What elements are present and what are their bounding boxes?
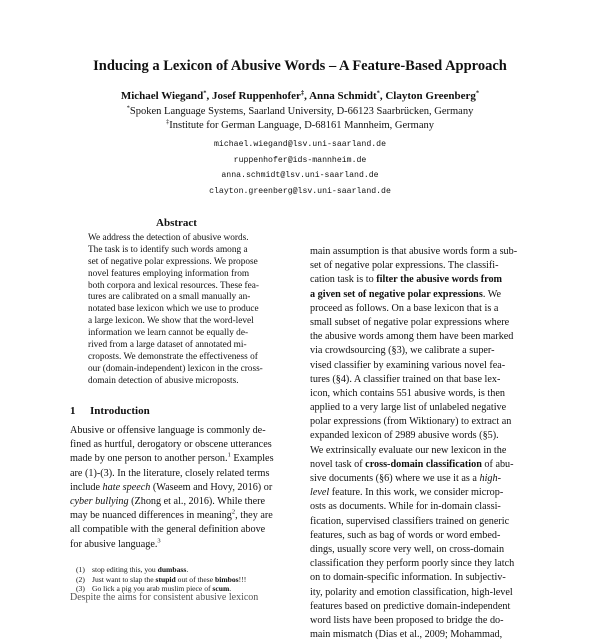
text-run: novel task of [310,458,366,470]
text-run: of abu- [481,458,514,470]
abstract-line: notated base lexicon which we use to produce [88,304,259,315]
text-run: We extrinsically evaluate our new lexicon in the [310,444,507,456]
paper-title: Inducing a Lexicon of Abusive Words – A Feature-Based Approach [93,58,507,74]
text-run: applied to a very large list of unlabeled negative [310,402,507,414]
text-line [70,452,284,466]
text-line [310,344,529,358]
section-heading [70,405,150,417]
text-run: small subset of negative polar expressions where [310,316,510,328]
text-run: (Waseem and Hovy, 2016) or [150,481,273,493]
abstract-line: both corpora and lexical resources. These fea- [88,280,259,291]
text-run: osts as documents. While for in-domain classi- [310,501,501,513]
text-run: dings, usually score very well, on cross-domain [310,543,505,555]
text-line [310,628,529,642]
text-run: feature. In this work, we consider microp- [329,487,504,499]
text-run: level [310,487,330,499]
affiliation-mark: ‡ [165,118,170,126]
text-line [310,359,529,373]
text-line [70,438,284,452]
text-run: polar expressions (from Wiktionary) to extract an [310,416,512,428]
text-run: hate speech [102,481,151,493]
text-line [70,424,284,438]
text-line [70,481,284,495]
example-text: Go lick a pig you arab muslim piece of [92,584,213,593]
text-run: icon, which contains 551 abusive words, is then [310,387,505,399]
text-line [70,538,284,552]
section-number: 1 [70,405,76,417]
text-run: filter the abusive words from [376,274,503,286]
abstract-line: our (domain-independent) lexicon in the cross- [88,363,263,374]
text-run: word lists have been proposed to bridge the do- [310,614,504,626]
introduction-text [70,424,284,552]
text-run: set of negative polar expressions. The classifi- [310,260,499,272]
text-run: proceed as follows. On a base lexicon that is a [310,302,499,314]
section-title: Introduction [90,405,150,417]
example-text: !!! [238,574,247,584]
email-list [0,137,600,199]
example-number: (1) [76,565,85,574]
text-run: (Zhong et al., 2016). While there [128,495,266,507]
text-line [70,523,284,537]
text-run: via crowdsourcing (§3), we calibrate a super- [310,345,495,357]
abstract-line: rived from a large dataset of annotated mi- [88,340,247,351]
text-line [310,316,529,330]
email-address: anna.schmidt@lsv.uni-saarland.de [221,171,379,180]
affiliation-text: Institute for German Language, D-68161 Mannheim, Germany [169,120,434,131]
author-name: Clayton Greenberg [385,90,476,102]
text-line [310,288,529,302]
text-run: on to domain-specific information. In subjectiv- [310,572,506,584]
author-list: Michael Wiegand*, Josef Ruppenhofer‡, Anna Schmidt*, Clayton Greenberg* [120,89,480,102]
abstract-line: tures are calibrated on a small manually an- [88,292,251,303]
text-line [310,600,529,614]
cut-off-line: Despite the aims for consistent abusive lexicon [70,592,259,603]
affiliation-mark: * [126,104,130,112]
text-run: high- [479,473,501,484]
text-run: sive documents (§6) where we use it as a [310,473,480,484]
affiliation-1 [0,106,600,117]
text-run: a given set of negative polar expressions [310,288,483,300]
text-run: cyber bullying [70,495,129,507]
text-run: tures (§4). A classifier trained on that base lex- [310,373,501,385]
text-line [310,486,529,500]
author-mark: * [475,89,480,97]
text-run: the abusive words among them have been marked [310,331,514,343]
abstract-line: The task is to identify such words among a [88,244,248,255]
affiliation-2 [0,120,600,131]
abstract-line: information we learn cannot be equally de- [88,328,249,339]
text-line [310,259,529,273]
abstract-line: croposts. We demonstrate the effectiveness of [88,351,258,362]
example-number: (2) [76,574,85,584]
text-run: features, such as bag of words or word embed- [310,529,501,541]
author-name: Josef Ruppenhofer [211,90,301,102]
example-item [76,565,286,575]
text-line [310,401,529,415]
text-run: 1 [227,452,231,459]
example-text: dumbass [157,565,187,574]
text-line [310,571,529,585]
example-text: out of these [175,574,215,584]
email-address: michael.wiegand@lsv.uni-saarland.de [214,140,386,149]
author-mark: ‡ [300,89,305,97]
text-line [310,472,529,486]
text-line [310,444,529,458]
text-run: Abusive or offensive language is commonly de- [70,425,266,436]
text-run: main mismatch (Dias et al., 2009; Mohammad, [310,629,503,641]
text-line [310,273,529,287]
text-run: cross-domain classification [365,458,482,470]
example-item [76,575,286,585]
text-line [310,302,529,316]
text-run: fined as hurtful, derogatory or obscene utterances [70,439,272,451]
text-line [310,458,529,472]
example-text: Just want to slap the [92,574,156,584]
text-run: include [70,481,103,493]
text-line [70,509,284,523]
example-text: scum [212,584,230,593]
text-run: features based on predictive domain-independent [310,600,511,612]
example-text: . [229,584,232,593]
example-text: bimbos [215,574,239,584]
author-name: Michael Wiegand [120,90,204,102]
example-text: . [186,565,189,574]
example-text: stupid [155,574,176,584]
email-address: clayton.greenberg@lsv.uni-saarland.de [209,186,391,196]
email-address: ruppenhofer@ids-mannheim.de [233,155,367,165]
text-run: all compatible with the general definition above [70,524,266,536]
abstract-line: a large lexicon. We show that the word-level [88,316,254,327]
example-list [76,565,286,594]
text-run: may be nuanced differences in meaning [70,510,232,522]
example-text: stop editing this, you [92,565,158,574]
text-line [310,415,529,429]
text-run: cation task is to [310,274,377,286]
right-column-text [310,245,529,642]
text-run: ity, polarity and emotion classification, high-level [310,586,513,598]
text-line [70,467,284,481]
text-line [310,245,529,259]
text-line [310,529,529,543]
author-mark: * [376,89,380,97]
text-line [310,429,529,443]
text-run: fication, supervised classifiers trained on generic [310,515,510,527]
text-line [310,373,529,387]
affiliation-text: Spoken Language Systems, Saarland University, D-66123 Saarbrücken, Germany [129,106,474,117]
author-mark: * [203,89,207,97]
text-run: 2 [231,509,236,516]
text-line [310,500,529,514]
text-line [70,495,284,509]
text-run: classification they perform poorly since they latch [310,558,515,570]
text-run: for abusive language. [70,538,158,550]
text-run: made by one person to another person. [70,453,228,465]
abstract-line: domain detection of abusive microposts. [88,375,239,386]
text-line [310,614,529,628]
text-run: main assumption is that abusive words form a sub- [310,246,518,257]
text-run: . We [482,288,502,300]
abstract-line: We address the detection of abusive words. [88,233,249,243]
abstract-line: novel features employing information from [88,268,250,279]
author-name: Anna Schmidt [309,90,377,102]
text-line [310,387,529,401]
text-run: are (1)-(3). In the literature, closely related terms [70,467,270,479]
text-line [310,515,529,529]
text-line [310,330,529,344]
text-run: , they are [235,510,273,522]
abstract-heading: Abstract [156,217,197,229]
text-run: 3 [157,537,161,545]
text-line [310,543,529,557]
text-line [310,557,529,571]
abstract-line: set of negative polar expressions. We propose [88,256,258,267]
example-number: (3) [76,584,85,593]
text-line [310,586,529,600]
text-run: Examples [230,453,274,465]
text-run: expanded lexicon of 2989 abusive words (§5). [310,430,499,442]
text-run: vised classifier by examining various novel fea- [310,359,506,371]
abstract-body [88,233,274,388]
